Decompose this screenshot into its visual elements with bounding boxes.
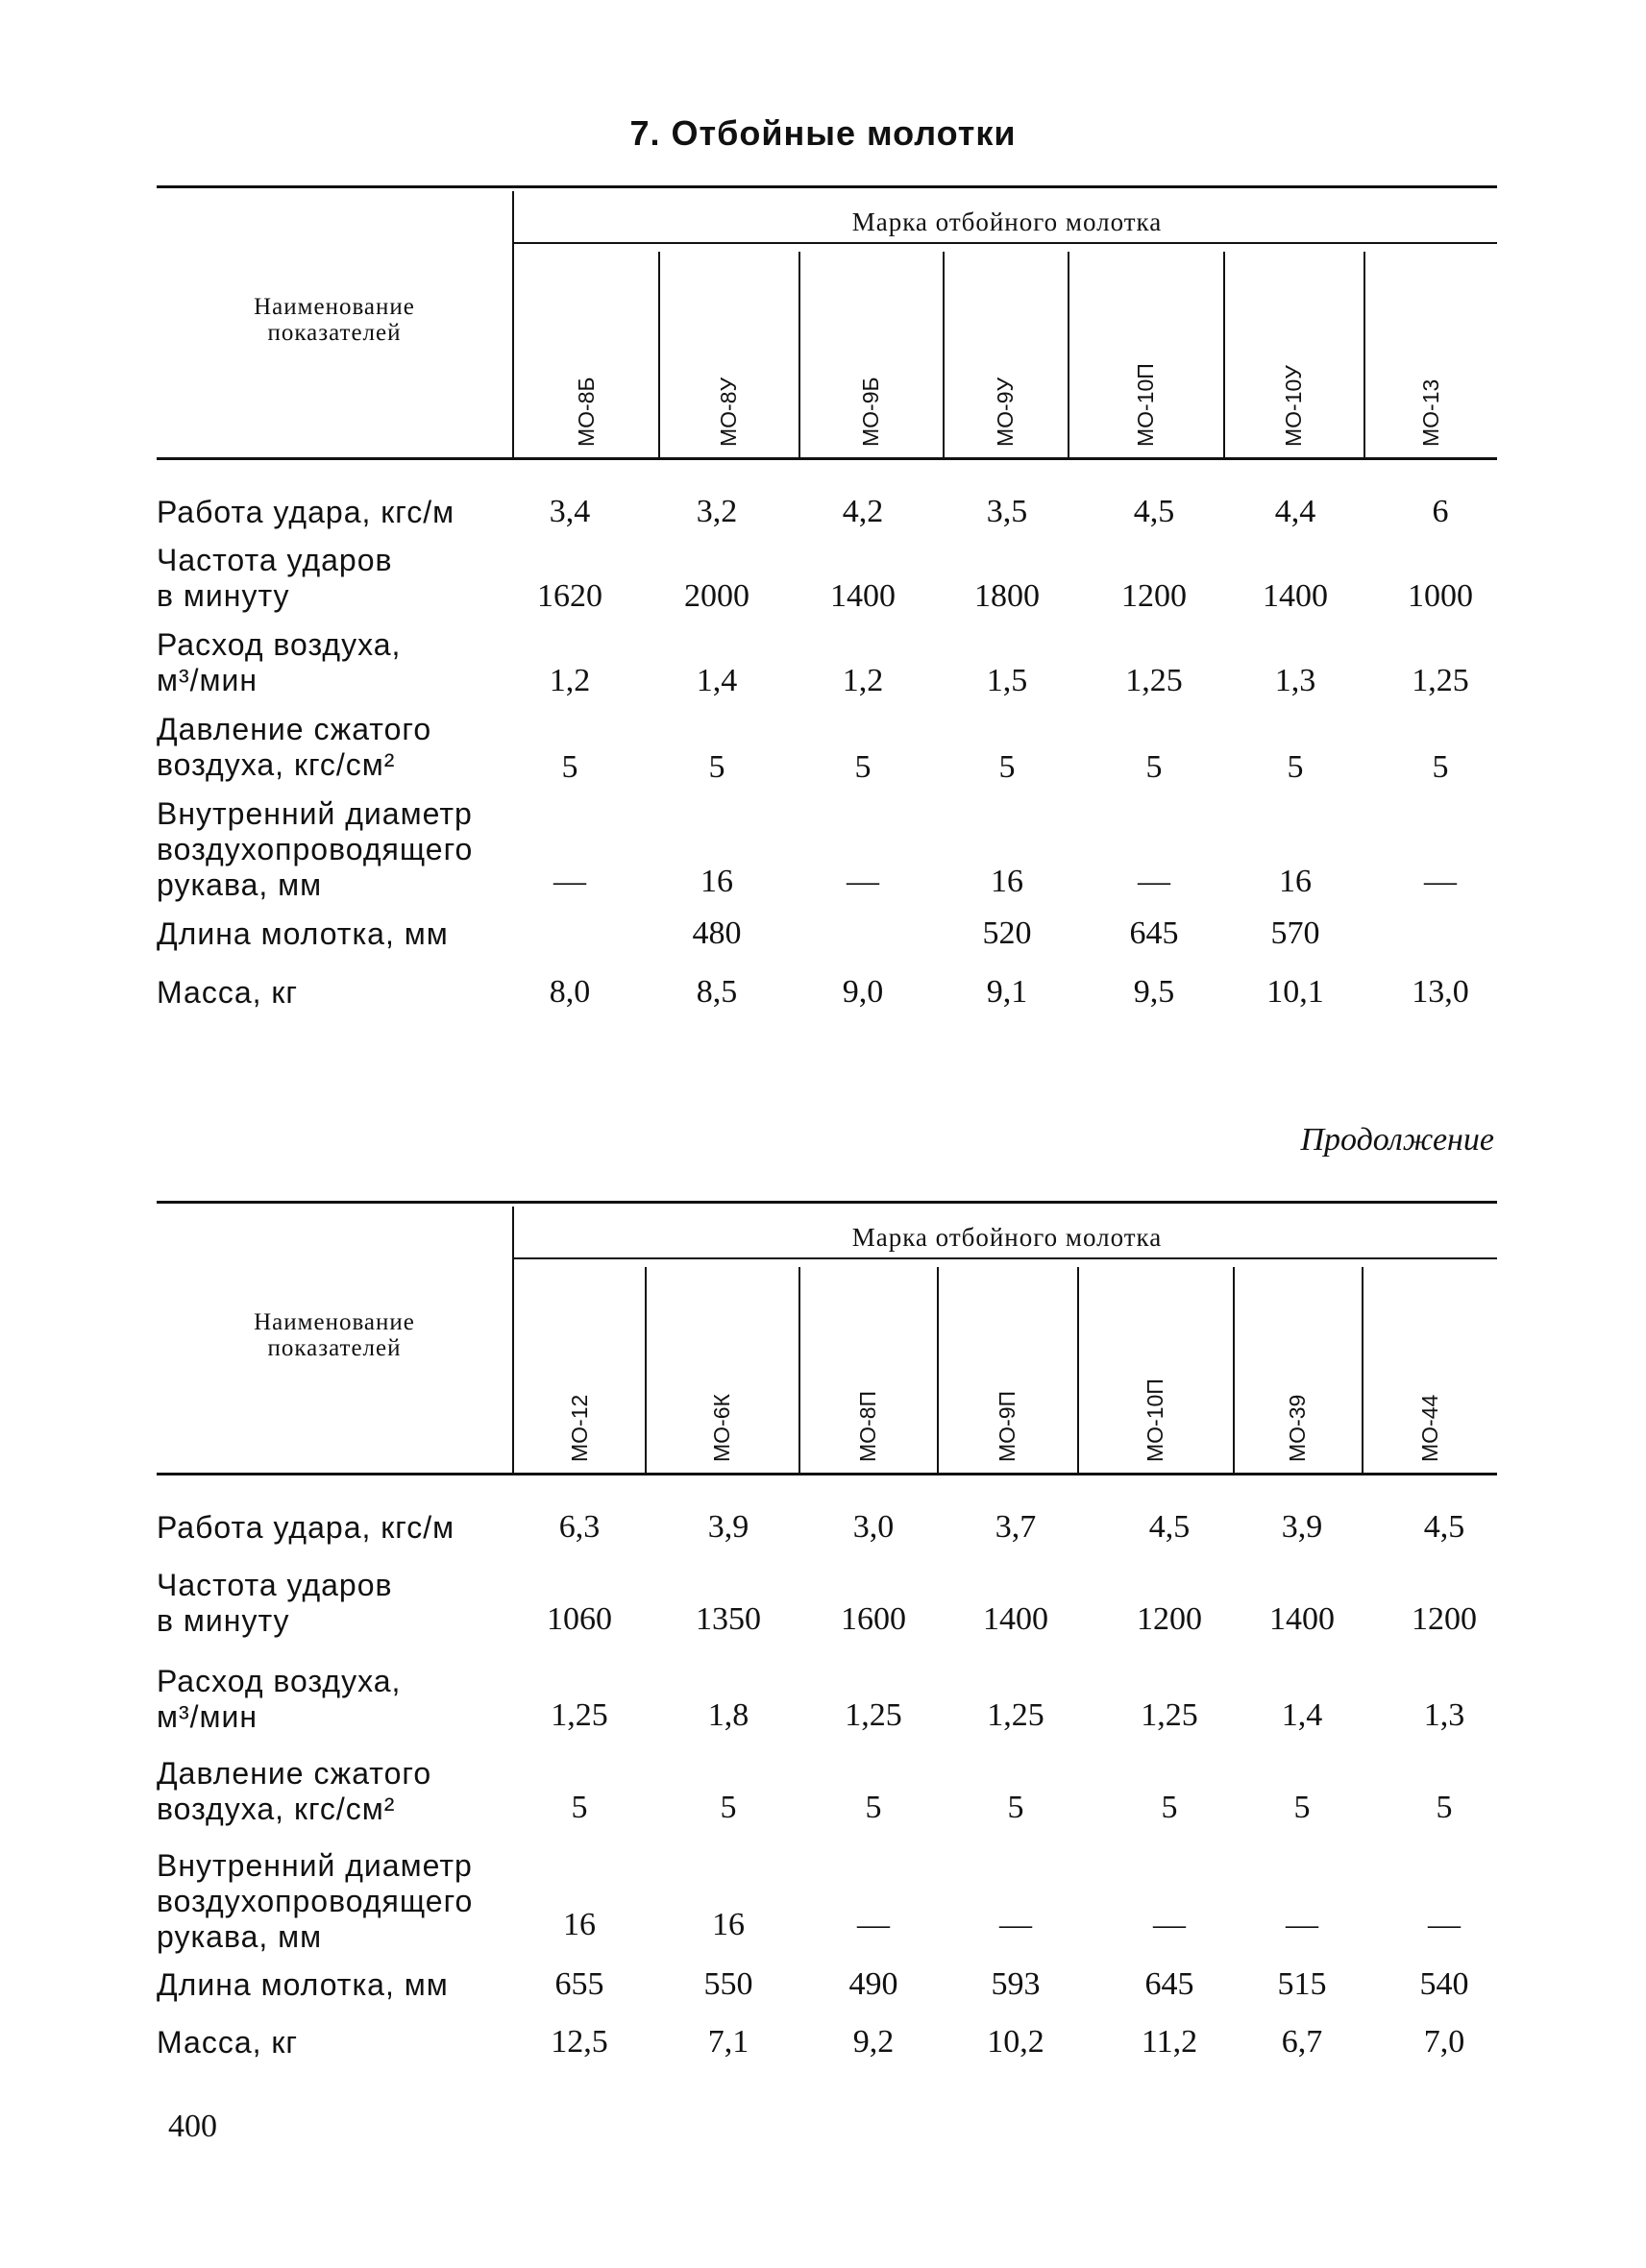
value-cell: 3,9 [1281,1509,1323,1545]
value-cell: 4,4 [1274,494,1316,529]
value-cell: 655 [554,1966,604,2002]
value-cell: 11,2 [1141,2024,1198,2060]
indicator-label-line: Внутренний диаметр [157,1848,473,1883]
value-cell: 1,25 [1412,663,1469,698]
model-name: МО-6К [709,1394,734,1462]
column-divider [1223,252,1225,460]
value-cell: 5 [1432,749,1449,785]
indicator-name-header-line: показателей [267,320,402,346]
table-row [157,1848,1497,1954]
value-cell: 570 [1270,915,1320,951]
value-cell: 1350 [696,1601,761,1637]
value-cell: 520 [982,915,1032,951]
value-cell: 3,2 [696,494,738,529]
model-column-header [1068,244,1223,460]
value-cell: 5 [1161,1790,1178,1825]
value-cell: 9,5 [1133,974,1175,1010]
value-cell: 7,0 [1423,2024,1465,2060]
value-cell: 5 [865,1790,882,1825]
indicator-label-line: Частота ударов [157,1568,393,1602]
model-column-header [514,1259,645,1475]
value-cell: — [1428,1907,1461,1942]
indicator-label-line: Длина молотка, мм [157,916,449,951]
table-row [157,495,1497,529]
model-column-header [798,1259,937,1475]
indicator-label-line: воздухопроводящего [157,832,474,866]
header-bottom-rule [157,457,1497,460]
value-cell: 3,9 [707,1509,749,1545]
value-cell: 5 [708,749,725,785]
value-cell: 2000 [684,578,749,614]
model-column-header [1223,244,1363,460]
model-column-header [943,244,1068,460]
value-cell: 16 [712,1907,745,1942]
indicator-label-line: в минуту [157,578,290,613]
indicator-name-header [157,1309,512,1361]
value-cell: 3,7 [995,1509,1037,1545]
value-cell: 1,25 [987,1697,1044,1733]
table-row [157,975,1497,1010]
model-name: МО-9У [993,377,1018,447]
value-cell: 5 [1007,1790,1024,1825]
indicator-label-line: воздухопроводящего [157,1884,474,1918]
value-cell: 1,3 [1423,1697,1465,1733]
value-cell: 5 [1293,1790,1311,1825]
value-cell: 4,5 [1148,1509,1191,1545]
value-cell: 9,2 [852,2024,895,2060]
indicator-label [157,1756,541,1827]
value-cell: 1000 [1408,578,1473,614]
indicator-label [157,975,541,1011]
indicator-label [157,916,541,952]
value-cell: 1200 [1137,1601,1202,1637]
model-column-header [937,1259,1077,1475]
value-cell: — [847,864,879,899]
column-divider [645,1267,647,1475]
value-cell: 1,2 [549,663,591,698]
column-divider [937,1267,939,1475]
table-header [157,188,1497,457]
model-name: МО-39 [1285,1394,1310,1462]
value-cell: 5 [998,749,1016,785]
value-cell: 1600 [841,1601,906,1637]
model-name: МО-8У [716,377,741,447]
page-title: 7. Отбойные молотки [629,113,1017,153]
model-column-header [658,244,798,460]
column-divider [1233,1267,1235,1475]
table-row [157,712,1497,785]
value-cell: 5 [1436,1790,1453,1825]
model-column-header [514,244,658,460]
indicator-label [157,495,541,530]
value-cell: 6 [1432,494,1449,529]
value-cell: 515 [1277,1966,1327,2002]
indicator-label [157,543,541,614]
value-cell: 593 [991,1966,1041,2002]
indicator-label-line: Масса, кг [157,975,299,1010]
value-cell: 4,5 [1133,494,1175,529]
value-cell: — [1153,1907,1186,1942]
column-divider [798,252,800,460]
value-cell: 16 [1279,864,1312,899]
model-column-header [645,1259,798,1475]
column-divider [658,252,660,460]
value-cell: — [1138,864,1170,899]
indicator-name-header-line: Наименование [254,294,415,320]
column-divider [943,252,945,460]
indicator-label-line: м³/мин [157,663,258,697]
value-cell: 16 [563,1907,596,1942]
value-cell: 8,5 [696,974,738,1010]
model-name: МО-13 [1417,378,1443,447]
indicator-label-line: Работа удара, кгс/м [157,1510,455,1545]
value-cell: — [1286,1907,1318,1942]
value-cell: 6,3 [558,1509,601,1545]
value-cell: 3,0 [852,1509,895,1545]
indicator-name-header-line: показателей [267,1335,402,1361]
value-cell: 1400 [1263,578,1328,614]
value-cell: 5 [561,749,578,785]
value-cell: 5 [1145,749,1163,785]
value-cell: — [857,1907,890,1942]
value-cell: 7,1 [707,2024,749,2060]
value-cell: 1200 [1412,1601,1477,1637]
value-cell: 12,5 [551,2024,608,2060]
indicator-label-line: рукава, мм [157,1919,323,1954]
model-column-header [798,244,943,460]
header-bottom-rule [157,1473,1497,1475]
value-cell: 5 [1287,749,1304,785]
table-row [157,1756,1497,1825]
value-cell: 6,7 [1281,2024,1323,2060]
model-group-header: Марка отбойного молотка [851,207,1163,236]
indicator-label-line: Длина молотка, мм [157,1967,449,2002]
indicator-label [157,1568,541,1639]
table-header [157,1204,1497,1473]
value-cell: 5 [720,1790,737,1825]
indicator-label [157,712,541,783]
value-cell: 1,25 [551,1697,608,1733]
table-row [157,1664,1497,1733]
value-cell: 10,1 [1266,974,1324,1010]
indicator-label [157,2025,541,2061]
value-cell: 13,0 [1412,974,1469,1010]
value-cell: — [999,1907,1032,1942]
model-column-header [1077,1259,1233,1475]
value-cell: 1620 [537,578,602,614]
indicator-label-line: Расход воздуха, [157,627,402,662]
value-cell: 1400 [830,578,896,614]
model-name: МО-12 [567,1394,592,1462]
value-cell: 1,25 [845,1697,902,1733]
model-column-header [1362,1259,1497,1475]
indicator-name-header-line: Наименование [254,1309,415,1335]
indicator-label-line: рукава, мм [157,867,323,902]
model-column-header [1233,1259,1362,1475]
indicator-label [157,1510,541,1546]
indicator-label [157,1848,541,1955]
value-cell: 645 [1144,1966,1194,2002]
model-column-header [1363,244,1497,460]
value-cell: 1800 [974,578,1040,614]
value-cell: 645 [1129,915,1179,951]
indicator-label-line: Масса, кг [157,2025,299,2060]
indicator-label-line: Давление сжатого [157,1756,432,1791]
value-cell: 5 [571,1790,588,1825]
table-row [157,1510,1497,1545]
indicator-label [157,1664,541,1735]
value-cell: 4,5 [1423,1509,1465,1545]
value-cell: 3,5 [986,494,1028,529]
column-divider [798,1267,800,1475]
table-row [157,543,1497,614]
value-cell: 8,0 [549,974,591,1010]
page-number: 400 [168,2109,217,2144]
value-cell: 1400 [983,1601,1048,1637]
value-cell: 1,4 [696,663,738,698]
continuation-label: Продолжение [1300,1122,1494,1158]
model-name: МО-9Б [858,377,883,447]
column-divider [1362,1267,1363,1475]
value-cell: 3,4 [549,494,591,529]
value-cell: 1,4 [1281,1697,1323,1733]
indicator-label-line: Расход воздуха, [157,1664,402,1698]
model-name: МО-8Б [574,377,599,447]
indicator-name-header [157,294,512,346]
value-cell: 9,0 [842,974,884,1010]
value-cell: 1,25 [1141,1697,1198,1733]
indicator-label-line: м³/мин [157,1699,258,1734]
column-divider [1363,252,1365,460]
value-cell: 16 [700,864,733,899]
value-cell: 1,3 [1274,663,1316,698]
table-row [157,916,1497,951]
value-cell: 1,8 [707,1697,749,1733]
value-cell: 540 [1419,1966,1469,2002]
value-cell: 550 [703,1966,753,2002]
value-cell: 1400 [1269,1601,1335,1637]
value-cell: — [1424,864,1457,899]
indicator-label-line: Частота ударов [157,543,393,577]
value-cell: 1200 [1121,578,1187,614]
indicator-label-line: Внутренний диаметр [157,796,473,831]
indicator-label [157,796,541,903]
model-group-header: Марка отбойного молотка [851,1223,1163,1252]
model-name: МО-9П [995,1390,1020,1462]
value-cell: — [553,864,586,899]
indicator-label-line: Работа удара, кгс/м [157,495,455,529]
table-row [157,627,1497,698]
column-divider [1068,252,1069,460]
value-cell: 490 [848,1966,898,2002]
value-cell: 480 [692,915,742,951]
model-name: МО-10П [1142,1378,1167,1462]
model-name: МО-10У [1281,365,1306,447]
table-row [157,796,1497,902]
value-cell: 1,25 [1125,663,1183,698]
value-cell: 1,2 [842,663,884,698]
indicator-label [157,627,541,698]
column-divider [1077,1267,1079,1475]
value-cell: 1060 [547,1601,612,1637]
model-name: МО-8П [855,1390,880,1462]
table-row [157,2025,1497,2060]
value-cell: 1,5 [986,663,1028,698]
indicator-label [157,1967,541,2003]
model-name: МО-10П [1133,363,1158,447]
value-cell: 16 [991,864,1023,899]
value-cell: 4,2 [842,494,884,529]
indicator-label-line: Давление сжатого [157,712,432,746]
model-name: МО-44 [1416,1394,1442,1462]
table-row [157,1568,1497,1637]
indicator-label-line: воздуха, кгс/см² [157,1792,396,1826]
indicator-label-line: воздуха, кгс/см² [157,747,396,782]
value-cell: 9,1 [986,974,1028,1010]
value-cell: 10,2 [987,2024,1044,2060]
table-row [157,1967,1497,2002]
indicator-label-line: в минуту [157,1603,290,1638]
value-cell: 5 [854,749,872,785]
